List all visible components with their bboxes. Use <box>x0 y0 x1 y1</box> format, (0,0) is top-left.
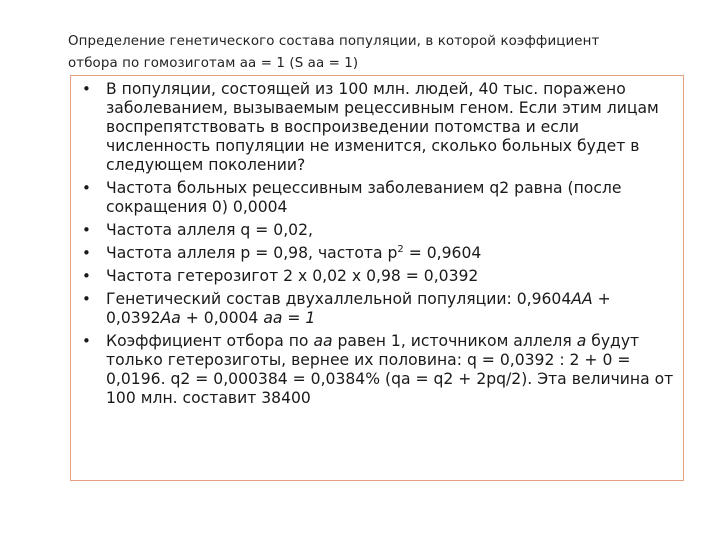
italic-genotype: АА <box>571 290 593 308</box>
slide-title-line-2: отбора по гомозиготам аа = 1 (S аа = 1) <box>68 56 359 71</box>
italic-genotype: аа <box>313 332 333 350</box>
bullet-icon: • <box>82 179 91 197</box>
slide-title <box>68 31 668 75</box>
italic-genotype: аа = 1 <box>263 309 316 327</box>
bullet-text <box>106 332 682 408</box>
bullet-icon: • <box>82 267 91 285</box>
list-item <box>82 332 682 408</box>
text-fragment: Генетический состав двухаллельной популяции: 0,9604 <box>106 290 572 308</box>
italic-genotype: Аа <box>160 309 181 327</box>
list-item <box>82 267 682 286</box>
list-item <box>82 179 682 217</box>
bullet-text <box>106 290 682 328</box>
list-item <box>82 80 682 175</box>
list-item <box>82 290 682 328</box>
text-fragment: = 0,9604 <box>403 244 482 262</box>
bullet-list <box>82 80 682 412</box>
bullet-icon: • <box>82 244 91 262</box>
bullet-icon: • <box>82 80 91 98</box>
list-item <box>82 221 682 240</box>
superscript: 2 <box>397 243 404 255</box>
bullet-icon: • <box>82 332 91 350</box>
bullet-text: В популяции, состоящей из 100 млн. людей, 40 тыс. поражено заболеванием, вызываемым рецессивным геном. Если этим лицам воспрепятствовать в воспроизведении потомства и если численность популяции не изменится, сколько больных будет в следующем поколении? <box>106 80 659 174</box>
text-fragment: + 0,0004 <box>180 309 264 327</box>
text-fragment: равен 1, источником аллеля <box>332 332 577 350</box>
bullet-text <box>106 244 682 263</box>
italic-allele: а <box>576 332 587 350</box>
list-item <box>82 244 682 263</box>
bullet-text: Частота аллеля q = 0,02, <box>106 221 313 239</box>
text-fragment: Коэффициент отбора по <box>106 332 314 350</box>
text-fragment: + 0,0392 <box>106 290 611 327</box>
text-fragment: Частота аллеля р = 0,98, частота р <box>106 244 398 262</box>
bullet-icon: • <box>82 221 91 239</box>
bullet-text: Частота гетерозигот 2 х 0,02 х 0,98 = 0,0392 <box>106 267 479 285</box>
text-fragment: будут только гетерозиготы, вернее их половина: q = 0,0392 : 2 + 0 = 0,0196. q2 = 0,000384 = 0,0384% (qа = q2 + 2pq/2). Эта величина от 100 млн. составит 38400 <box>106 332 674 407</box>
slide-title-line-1: Определение генетического состава популяции, в которой коэффициент <box>68 34 600 49</box>
bullet-text: Частота больных рецессивным заболеванием q2 равна (после сокращения 0) 0,0004 <box>106 179 622 216</box>
bullet-icon: • <box>82 290 91 308</box>
